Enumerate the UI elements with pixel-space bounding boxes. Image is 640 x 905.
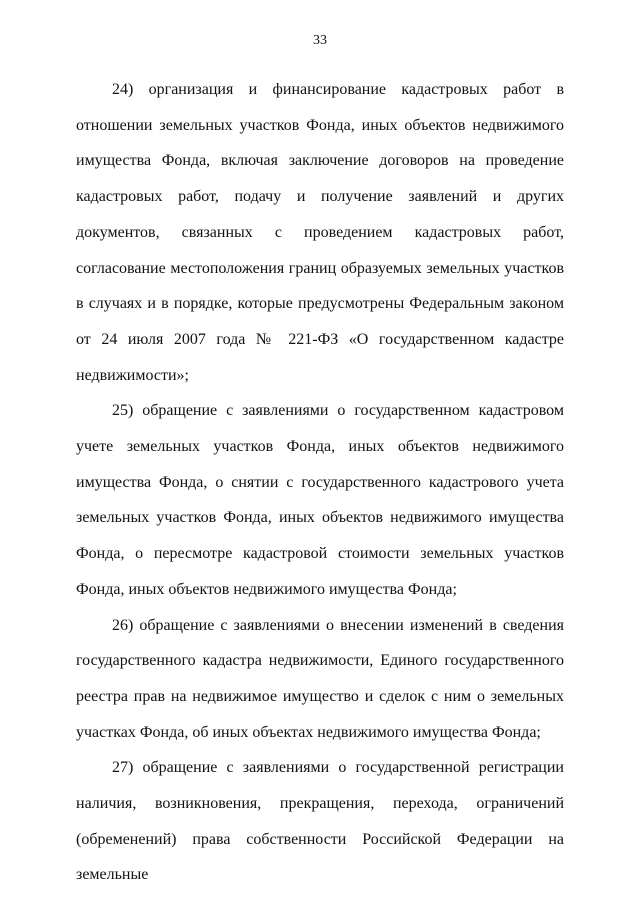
- paragraph-item-25: 25) обращение с заявлениями о государственном кадастровом учете земельных участков Фонда, иных объектов недвижимого имущества Фонда, о снятии с государственного кадастрового учета земельных участков Фонда, иных объектов недвижимого имущества Фонда, о пересмотре кадастровой стоимости земельных участков Фонда, иных объектов недвижимого имущества Фонда;: [76, 402, 564, 598]
- paragraph-item-27: 27) обращение с заявлениями о государственной регистрации наличия, возникновения, прекращения, перехода, ограничений (обременений) права собственности Российской Федерации на земельные: [76, 759, 564, 884]
- document-body: [76, 72, 564, 893]
- page-number: 33: [313, 33, 327, 48]
- paragraph-item-26: 26) обращение с заявлениями о внесении изменений в сведения государственного кадастра недвижимости, Единого государственного реестра прав на недвижимое имущество и сделок с ним о земельных участках Фонда, об иных объектах недвижимого имущества Фонда;: [76, 616, 564, 741]
- paragraph-item-24: 24) организация и финансирование кадастровых работ в отношении земельных участков Фонда, иных объектов недвижимого имущества Фонда, включая заключение договоров на проведение кадастровых работ, подачу и получение заявлений и других документов, связанных с проведением кадастровых работ, согласование местоположения границ образуемых земельных участков в случаях и в порядке, которые предусмотрены Федеральным законом от 24 июля 2007 года № 221-ФЗ «О государственном кадастре недвижимости»;: [76, 81, 564, 384]
